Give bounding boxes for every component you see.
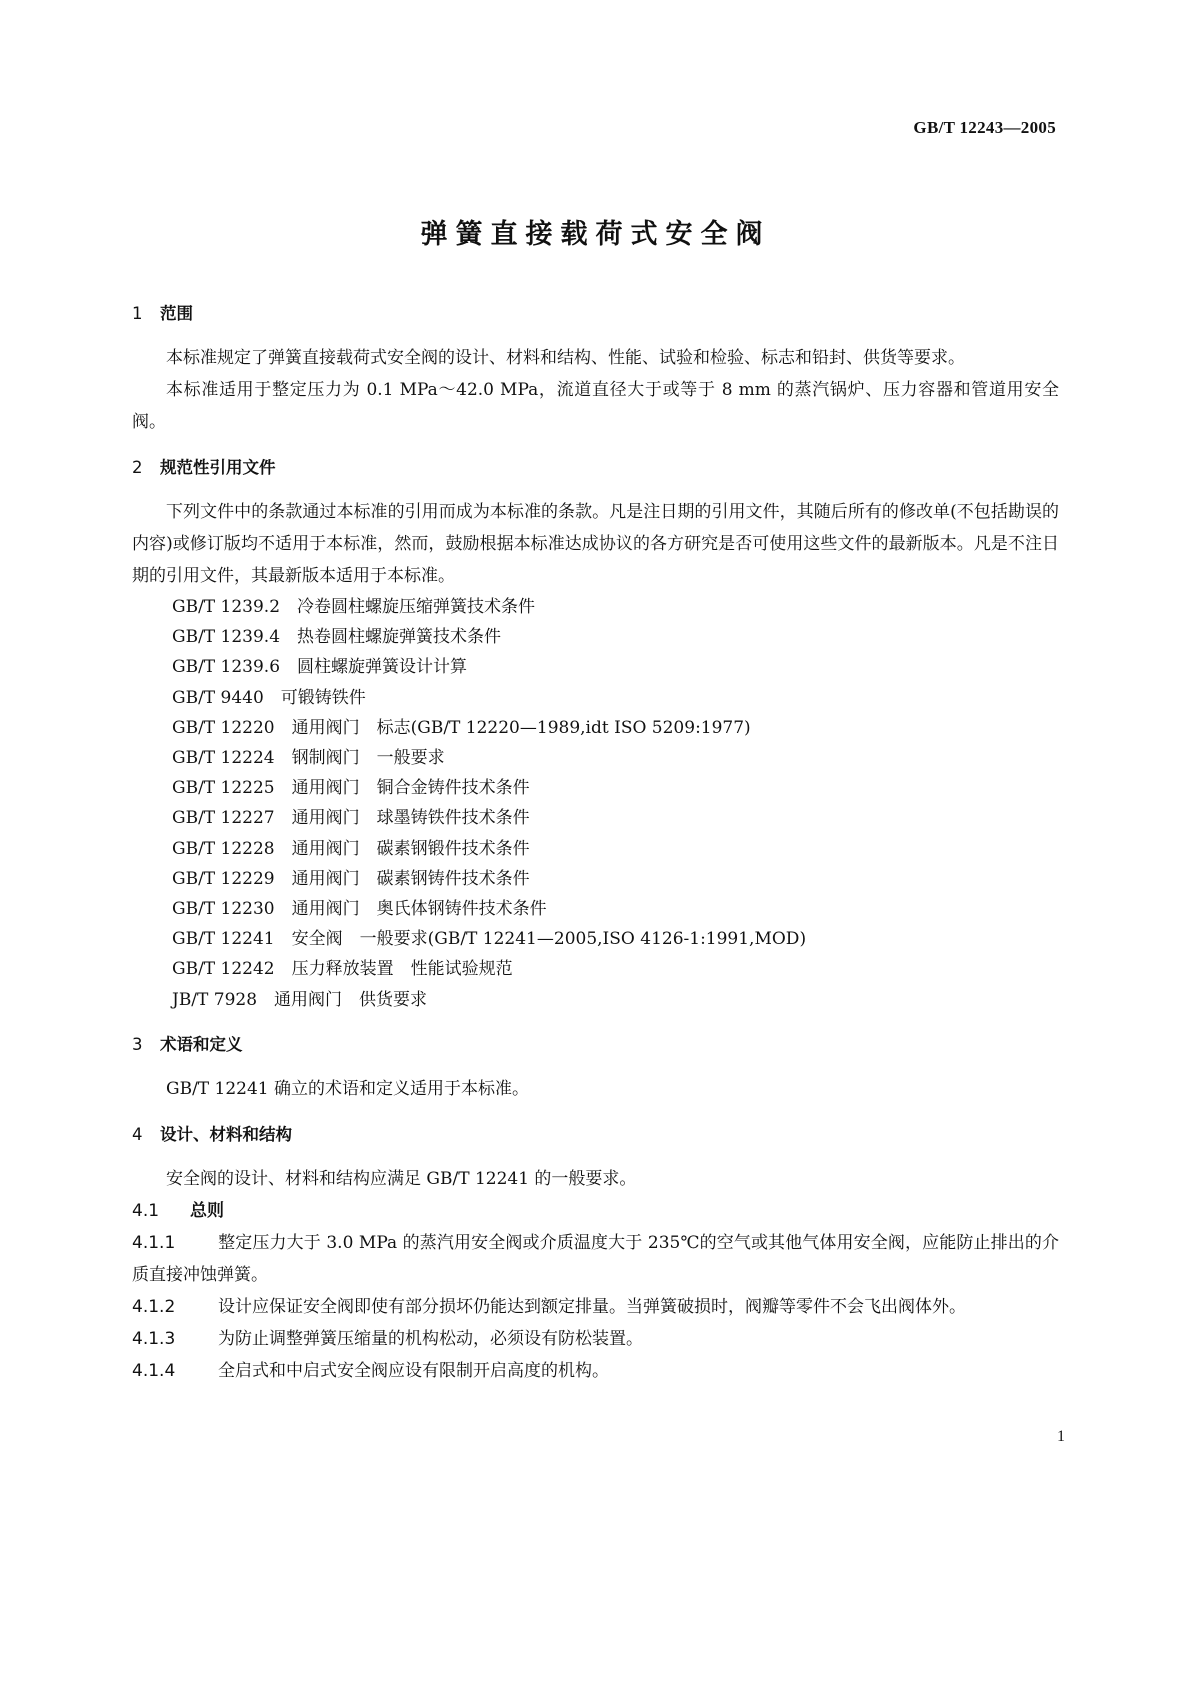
clause-number: 4.1.1 — [132, 1232, 176, 1253]
subsection-4-1-heading — [132, 1195, 1059, 1227]
paragraph: GB/T 12241 确立的术语和定义适用于本标准。 — [166, 1078, 530, 1099]
document-body — [132, 298, 1059, 1387]
standard-code: GB/T 12243—2005 — [913, 118, 1056, 137]
section-2-heading — [132, 452, 1059, 484]
section-title: 范围 — [160, 304, 193, 323]
section-number: 4 — [132, 1124, 143, 1144]
section-number: 1 — [132, 304, 143, 323]
reference-item: GB/T 1239.4 热卷圆柱螺旋弹簧技术条件 — [172, 627, 502, 648]
reference-item: GB/T 12224 钢制阀门 一般要求 — [172, 748, 445, 769]
reference-item: GB/T 12225 通用阀门 铜合金铸件技术条件 — [172, 778, 530, 799]
reference-item: GB/T 12242 压力释放装置 性能试验规范 — [172, 959, 513, 980]
reference-item: JB/T 7928 通用阀门 供货要求 — [172, 989, 428, 1010]
reference-item: GB/T 1239.6 圆柱螺旋弹簧设计计算 — [172, 657, 468, 678]
reference-item: GB/T 12241 安全阀 一般要求(GB/T 12241—2005,ISO 4126-1:1991,MOD) — [172, 929, 807, 950]
clause-item — [132, 1291, 1059, 1323]
paragraph: 本标准规定了弹簧直接载荷式安全阀的设计、材料和结构、性能、试验和检验、标志和铅封、供货等要求。 — [166, 348, 965, 368]
page-number: 1 — [1057, 1428, 1065, 1445]
paragraph: 下列文件中的条款通过本标准的引用而成为本标准的条款。凡是注日期的引用文件，其随后所有的修改单(不包括勘误的内容)或修订版均不适用于本标准，然而，鼓励根据本标准达成协议的各方研究是否可使用这些文件的最新版本。凡是不注日期的引用文件，其最新版本适用于本标准。 — [132, 502, 1059, 586]
document-title: 弹簧直接载荷式安全阀 — [420, 219, 771, 250]
clause-number: 4.1.3 — [132, 1328, 176, 1349]
paragraph: 安全阀的设计、材料和结构应满足 GB/T 12241 的一般要求。 — [166, 1168, 637, 1189]
reference-item: GB/T 12229 通用阀门 碳素钢铸件技术条件 — [172, 868, 530, 889]
section-4-heading — [132, 1119, 1059, 1151]
reference-item: GB/T 12227 通用阀门 球墨铸铁件技术条件 — [172, 808, 530, 829]
section-title: 规范性引用文件 — [160, 458, 276, 477]
section-number: 2 — [132, 458, 143, 477]
reference-item: GB/T 12230 通用阀门 奥氏体钢铸件技术条件 — [172, 899, 547, 920]
clause-item — [132, 1227, 1059, 1291]
section-number: 3 — [132, 1034, 143, 1054]
clause-number: 4.1.4 — [132, 1360, 176, 1381]
reference-item: GB/T 1239.2 冷卷圆柱螺旋压缩弹簧技术条件 — [172, 597, 536, 617]
clause-item — [132, 1355, 1059, 1387]
clause-text: 为防止调整弹簧压缩量的机构松动，必须设有防松装置。 — [218, 1328, 643, 1349]
clause-text: 全启式和中启式安全阀应设有限制开启高度的机构。 — [218, 1360, 609, 1381]
paragraph: 本标准适用于整定压力为 0.1 MPa～42.0 MPa，流道直径大于或等于 8 mm 的蒸汽锅炉、压力容器和管道用安全阀。 — [132, 380, 1059, 432]
clause-number: 4.1.2 — [132, 1296, 176, 1317]
clause-item — [132, 1323, 1059, 1355]
section-3-heading — [132, 1029, 1059, 1061]
reference-item: GB/T 12228 通用阀门 碳素钢锻件技术条件 — [172, 838, 530, 859]
section-1-heading — [132, 298, 1059, 330]
reference-item: GB/T 9440 可锻铸铁件 — [172, 687, 366, 708]
section-title: 设计、材料和结构 — [160, 1124, 292, 1144]
reference-item: GB/T 12220 通用阀门 标志(GB/T 12220—1989,idt ISO 5209:1977) — [172, 717, 751, 738]
clause-text: 设计应保证安全阀即使有部分损坏仍能达到额定排量。当弹簧破损时，阀瓣等零件不会飞出阀体外。 — [218, 1296, 966, 1317]
section-title: 术语和定义 — [160, 1034, 243, 1054]
clause-text: 整定压力大于 3.0 MPa 的蒸汽用安全阀或介质温度大于 235℃的空气或其他气体用安全阀，应能防止排出的介质直接冲蚀弹簧。 — [132, 1232, 1059, 1285]
subsection-title: 总则 — [190, 1200, 224, 1221]
subsection-number: 4.1 — [132, 1200, 160, 1221]
